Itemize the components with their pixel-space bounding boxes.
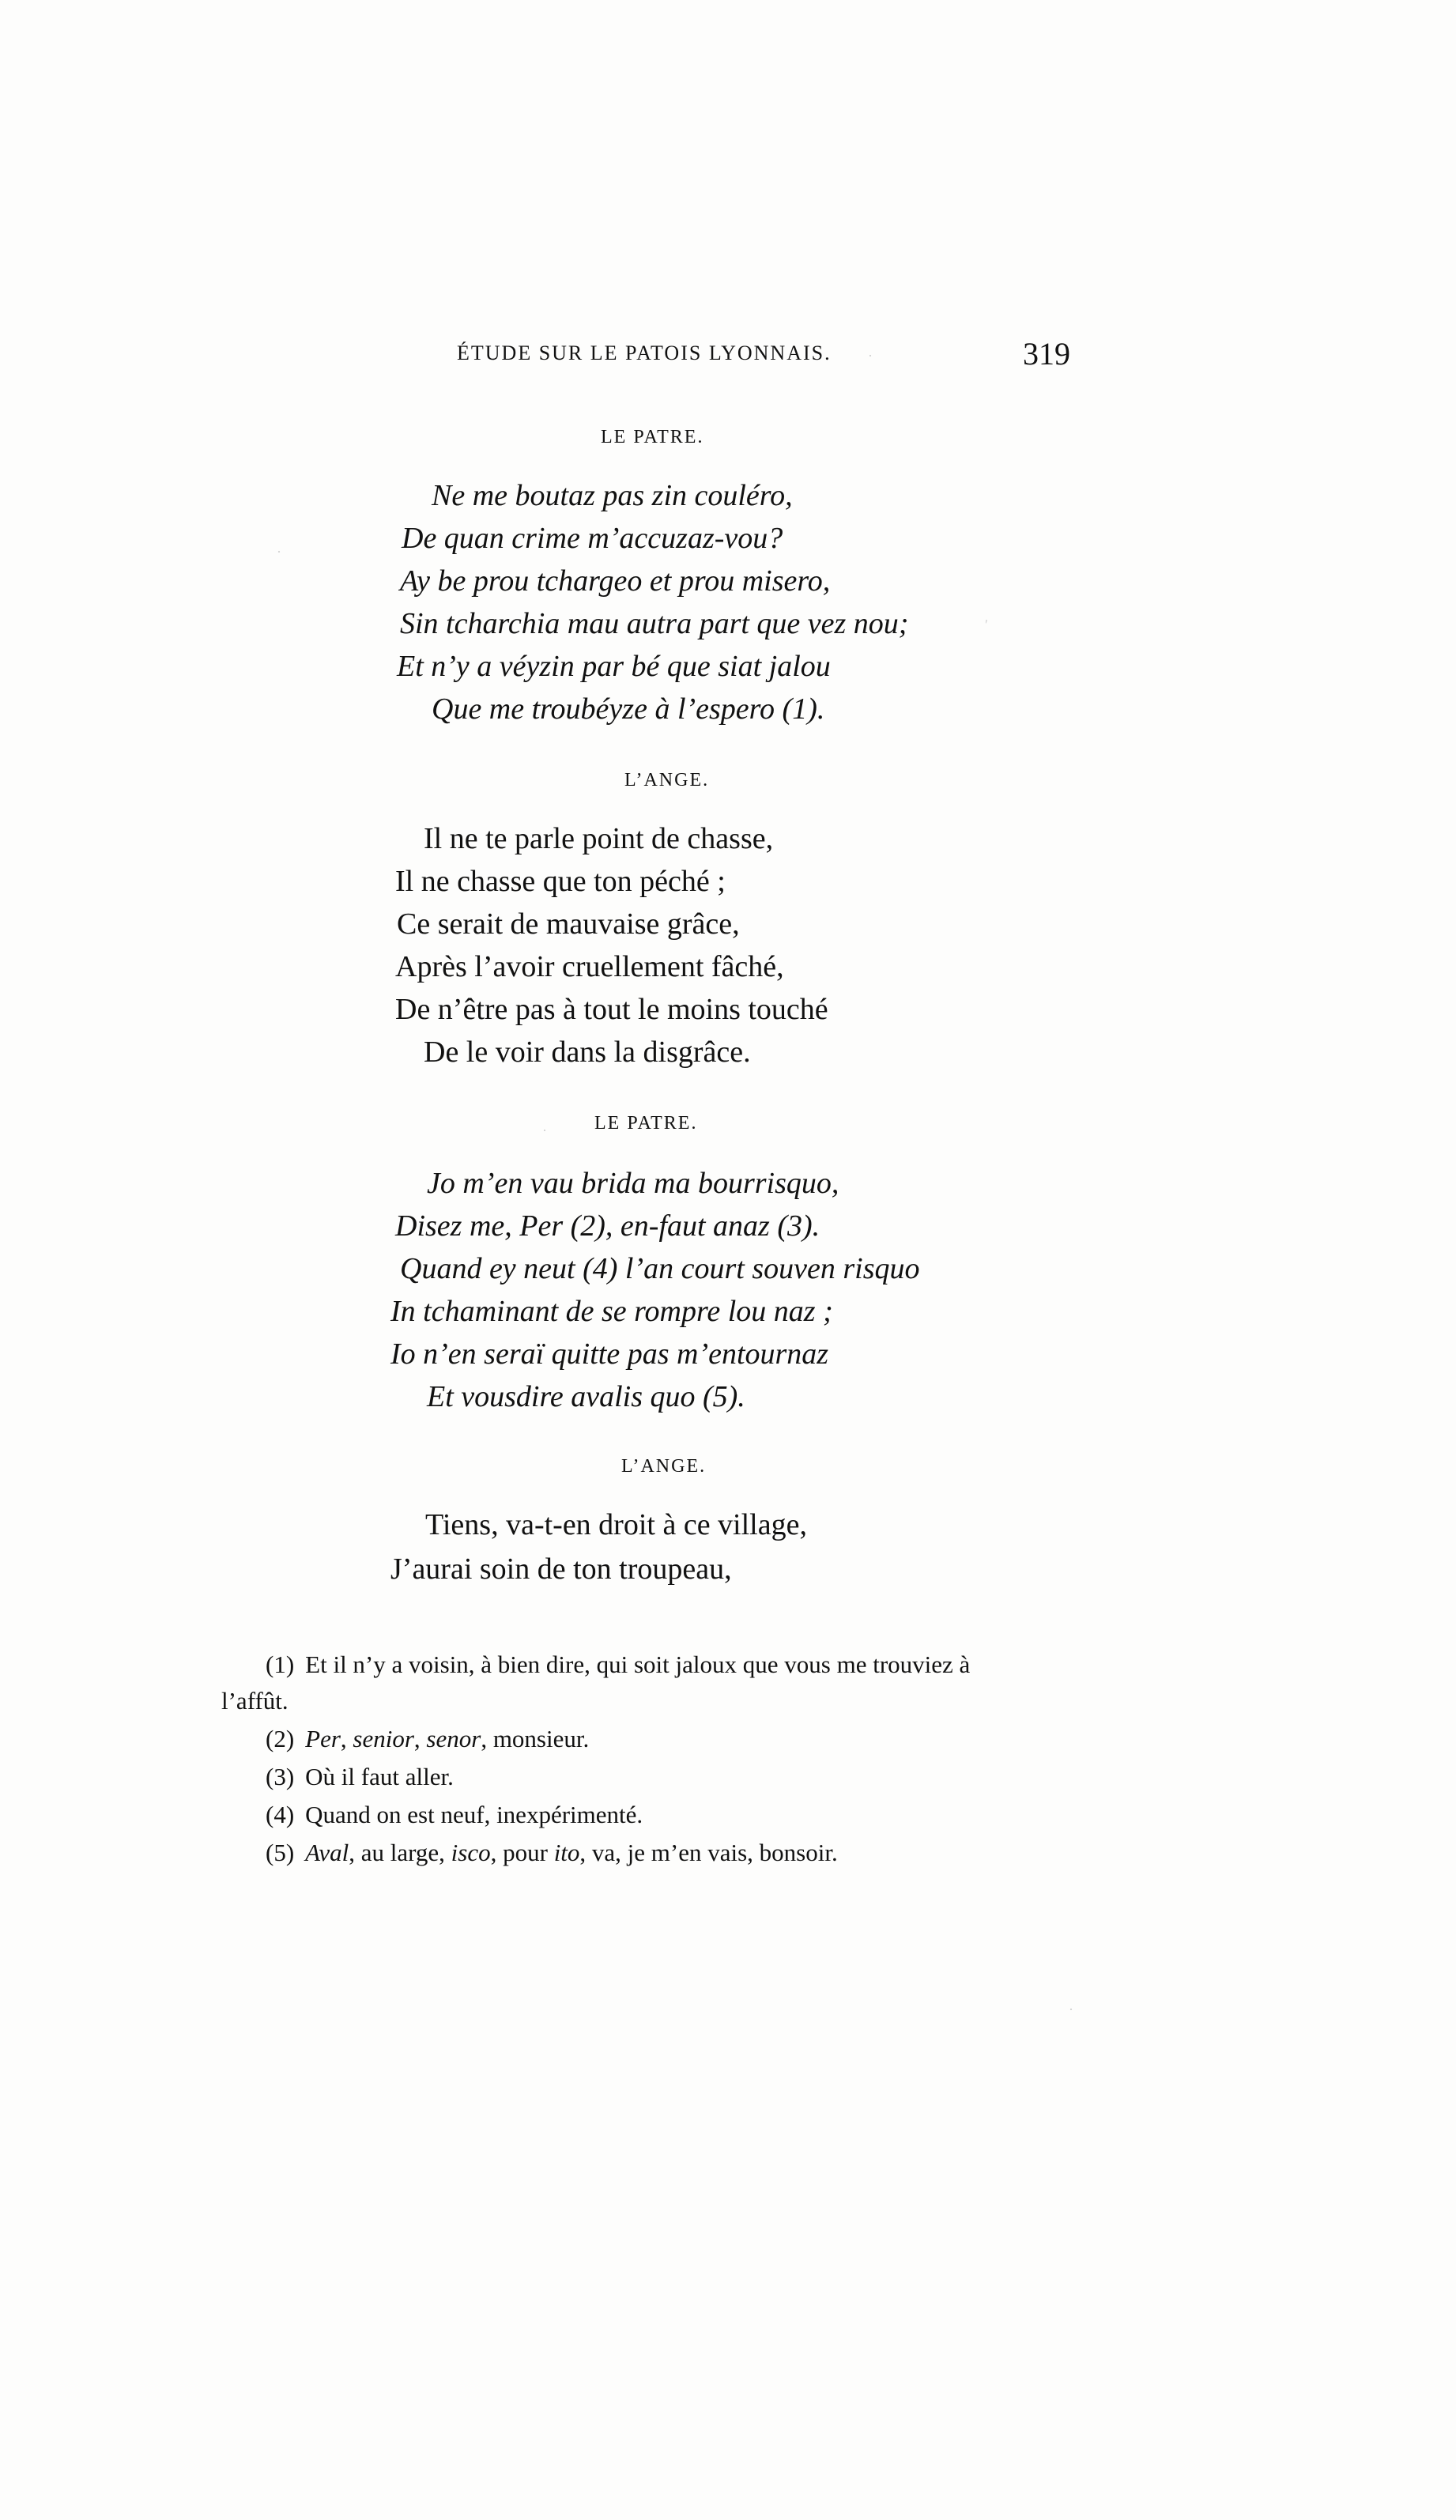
verse-line: Io n’en seraï quitte pas m’entournaz [390,1337,829,1371]
footnote-italic-term: isco [451,1839,491,1866]
speaker-label: LE PATRE. [594,1113,698,1134]
running-head [0,335,1456,383]
footnote-italic-term: senior [353,1725,414,1752]
footnote-italic-term: senor [426,1725,481,1752]
footnote-number: (4) [266,1801,295,1828]
verse-line: J’aurai soin de ton troupeau, [390,1552,732,1586]
footnote-text: , va, je m’en vais, bonsoir. [579,1839,838,1866]
verse-line: Il ne te parle point de chasse, [424,822,774,855]
footnote-text: , pour [490,1839,554,1866]
paper-speck: · [542,1122,547,1138]
verse-line: Et vousdire avalis quo (5). [427,1380,745,1413]
verse-line: De n’être pas à tout le moins touché [395,993,828,1026]
footnote-separator: , [340,1725,353,1752]
footnote-italic-term: Per [305,1725,341,1752]
footnote-4 [266,1802,643,1827]
paper-speck: ʹ [985,617,988,632]
paper-speck: · [1069,2001,1073,2017]
speaker-label: LE PATRE. [601,427,704,447]
footnote-number: (3) [266,1763,295,1790]
footnote-text: , au large, [349,1839,451,1866]
verse-line: In tchaminant de se rompre lou naz ; [390,1295,833,1328]
verse-line: Disez me, Per (2), en-faut anaz (3). [395,1209,820,1243]
verse-line: Il ne chasse que ton péché ; [395,865,726,898]
verse-line: De le voir dans la disgrâce. [424,1036,751,1069]
footnote-1 [266,1652,970,1677]
verse-line: Et n’y a véyzin par bé que siat jalou [397,650,831,683]
verse-line: Ce serait de mauvaise grâce, [397,907,740,941]
verse-line: Après l’avoir cruellement fâché, [395,950,784,983]
footnote-number: (1) [266,1650,295,1678]
running-title: ÉTUDE SUR LE PATOIS LYONNAIS. [457,341,832,364]
footnote-1-continuation: l’affût. [221,1687,289,1715]
verse-line: Ne me boutaz pas zin couléro, [432,479,793,512]
footnote-italic-term: ito [553,1839,580,1866]
footnote-3 [266,1764,454,1789]
paper-speck: · [868,348,873,364]
footnote-text: Et il n’y a voisin, à bien dire, qui soit jaloux que vous me trouviez à [305,1650,971,1678]
footnote-number: (2) [266,1725,295,1752]
footnote-5 [266,1840,838,1865]
footnote-text: Où il faut aller. [305,1763,454,1790]
verse-line: Que me troubéyze à l’espero (1). [432,692,825,726]
speaker-label: L’ANGE. [624,770,710,790]
verse-line: De quan crime m’accuzaz-vou? [402,522,783,555]
verse-line: Ay be prou tchargeo et prou misero, [400,564,831,598]
verse-line: Quand ey neut (4) l’an court souven risquo [400,1252,920,1285]
page-number: 319 [1023,336,1070,372]
speaker-label: L’ANGE. [621,1456,707,1477]
footnote-separator: , [413,1725,427,1752]
footnote-2 [266,1726,589,1751]
verse-line: Jo m’en vau brida ma bourrisquo, [427,1167,839,1200]
paper-speck: · [277,544,281,560]
footnote-text: , monsieur. [481,1725,590,1752]
footnote-italic-term: Aval [305,1839,349,1866]
footnote-number: (5) [266,1839,295,1866]
verse-line: Tiens, va-t-en droit à ce village, [425,1508,807,1541]
verse-line: Sin tcharchia mau autra part que vez nou; [400,607,909,640]
footnote-text: Quand on est neuf, inexpérimenté. [305,1801,643,1828]
